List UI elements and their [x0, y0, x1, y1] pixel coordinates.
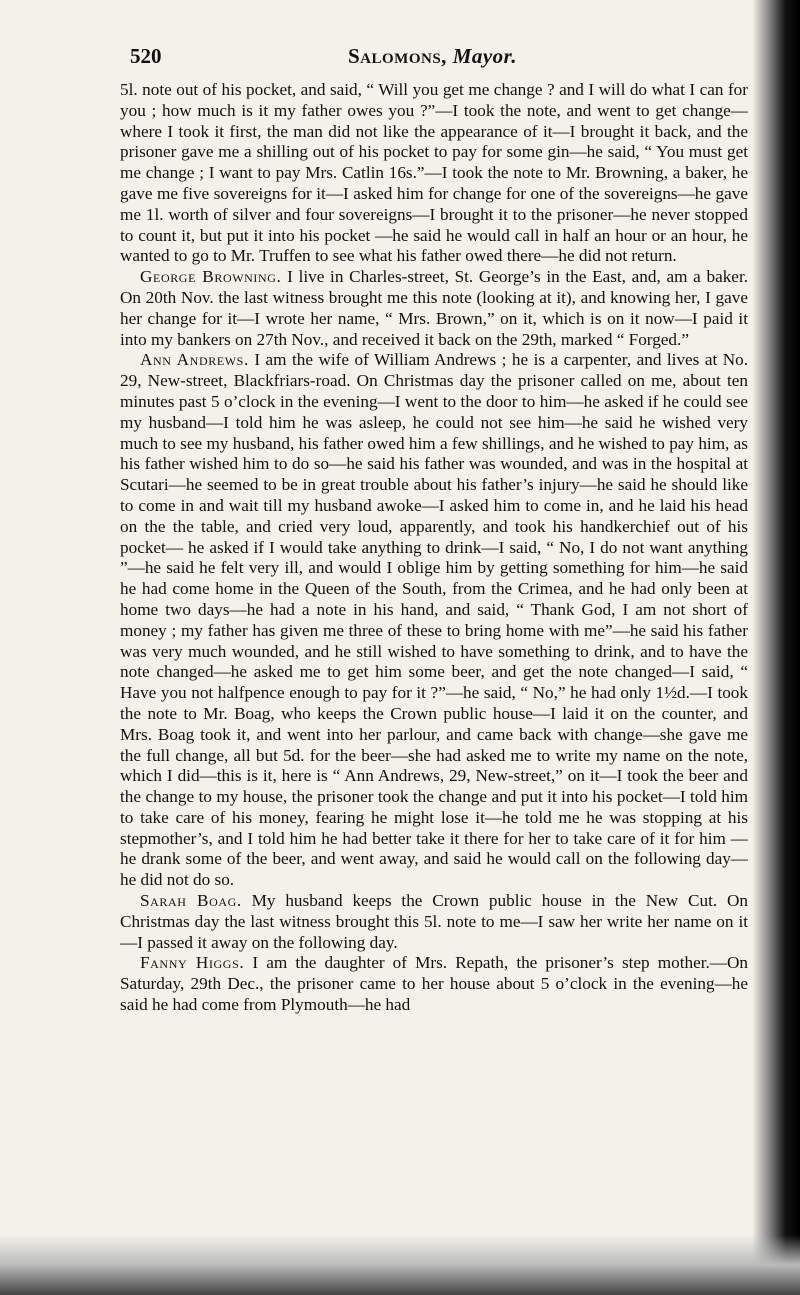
- paragraph-text: I live in Charles-street, St. George’s in the East, and, am a baker. On 20th Nov. the last witness brought me this note (looking at it), and knowing her, I gave her change for it—I wrote her name, “ Mrs. Brown,” on it, which is on it now—I paid it into my bankers on 27th Nov., and received it back on the 29th, marked “ Forged.”: [120, 267, 749, 349]
- page-number: 520: [130, 44, 162, 68]
- paragraph-text: I am the wife of William Andrews ; he is a carpenter, and lives at No. 29, New-street, Blackfriars-road. On Christmas day the prisoner called on me, about ten minutes past 5 o’clock in the evening—I went to the door to him—he asked if he could see my husband—I told him he was asleep, he could not see him—he said he wished very much to see my husband, his father owed him a few shillings, and he wished to pay him, as his father wished him to do so—he said his father was wounded, and was in the hospital at Scutari—he seemed to be in great trouble about his father’s injury—he said he should like to come in and wait till my husband awoke—I asked him to come in, and he laid his head on the the table, and cried very loud, apparently, and took his handkerchief out of his pocket— he asked if I would take anything to drink—I said, “ No, I do not want anything ”—he said he felt very ill, and would I oblige him by getting something for him—he said he had come home in the Queen of the South, from the Crimea, and he had only been at home two days—he had a note in his hand, and said, “ Thank God, I am not short of money ; my father has given me three of these to bring home with me”—he said his father was very much wounded, and he still wished to have something to drink, and to have the note changed—he asked me to get him some beer, and get the note changed—I said, “ Have you not halfpence enough to pay for it ?”—he said, “ No,” he had only 1½d.—I took the note to Mr. Boag, who keeps the Crown public house—I laid it on the counter, and Mrs. Boag took it, and went into her parlour, and came back with change—she gave me the full change, all but 5d. for the beer—she had asked me to write my name on the note, which I did—this is it, here is “ Ann Andrews, 29, New-street,” on it—I took the beer and the change to my house, the prisoner took the change and put it into his pocket—I told him to take care of his money, fearing he might lose it—he told me he was stopping at his stepmother’s, and I told him he had better take it there for her to take care of it for him —he drank some of the beer, and went away, and said he would call on the following day—he did not do so.: [120, 350, 749, 890]
- running-title-name: Salomons,: [348, 44, 447, 68]
- binding-shadow: [752, 0, 800, 1295]
- bottom-edge-shadow: [0, 1235, 800, 1295]
- running-title: [348, 44, 517, 69]
- running-title-role: Mayor.: [452, 44, 517, 68]
- paragraph-text: I am the daughter of Mrs. Repath, the prisoner’s step mother.—On Saturday, 29th Dec., the prisoner came to her house about 5 o’clock in the evening—he said he had come from Plymouth—he had: [120, 953, 748, 1015]
- testimony-fanny-higgs: [120, 953, 748, 1015]
- testimony-sarah-boag: [120, 891, 748, 953]
- running-header: [130, 44, 750, 76]
- paragraph-text: My husband keeps the Crown public house in the New Cut. On Christmas day the last witness brought this 5l. note to me—I saw her write her name on it—I passed it away on the following day.: [120, 891, 748, 952]
- speaker-name: Sarah Boag.: [140, 891, 242, 911]
- testimony-george-browning: [120, 267, 748, 350]
- paragraph-continued: [120, 80, 748, 267]
- paragraph-text: 5l. note out of his pocket, and said, “ Will you get me change ? and I will do what I can for you ; how much is it my father owes you ?”—I took the note, and went to get change—where I took it first, the man did not like the appearance of it—I brought it back, and the prisoner gave me a shilling out of his pocket to pay for some gin—he said, “ You must get me change ; I want to pay Mrs. Catlin 16s.”—I took the note to Mr. Browning, a baker, he gave me five sovereigns for it—I asked him for change for one of the sovereigns—he gave me 1l. worth of silver and four sovereigns—I brought it to the prisoner—he never stopped to count it, but put it into his pocket —he said he would call in half an hour or an hour, he wanted to go to Mr. Truffen to see what his father owed there—he did not return.: [120, 80, 748, 266]
- speaker-name: George Browning.: [140, 267, 282, 287]
- page-body: [120, 80, 748, 1016]
- testimony-ann-andrews: [120, 350, 748, 891]
- speaker-name: Ann Andrews.: [140, 350, 249, 370]
- speaker-name: Fanny Higgs.: [140, 953, 245, 973]
